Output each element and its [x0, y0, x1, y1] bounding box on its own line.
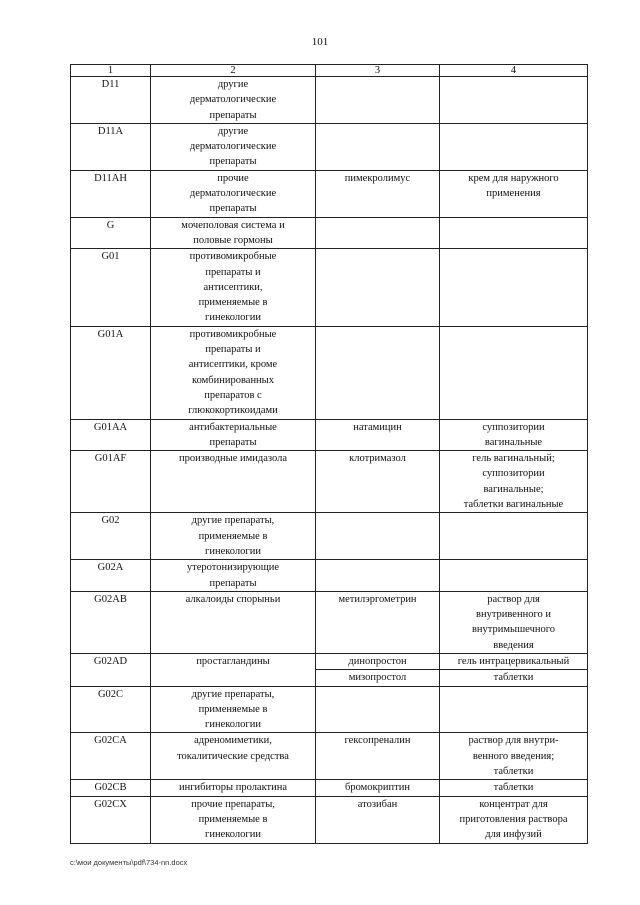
group-name-cell: ингибиторы пролактина — [151, 780, 316, 796]
table-row — [71, 77, 588, 124]
group-name-cell: производные имидазола — [151, 451, 316, 513]
header-cell-2: 2 — [151, 65, 316, 77]
dosage-form-cell: крем для наружного применения — [440, 170, 588, 217]
atc-code-cell: G01 — [71, 249, 151, 326]
header-cell-3: 3 — [316, 65, 440, 77]
table-row — [71, 513, 588, 560]
atc-code-cell: G02 — [71, 513, 151, 560]
group-name-cell: алкалоиды спорыньи — [151, 591, 316, 653]
drug-name-cell: натамицин — [316, 419, 440, 451]
table-row — [71, 733, 588, 780]
drug-name-cell: пимекролимус — [316, 170, 440, 217]
drug-name-cell: бромокриптин — [316, 780, 440, 796]
table-row — [71, 653, 588, 669]
atc-code-cell: G02C — [71, 686, 151, 733]
table-row — [71, 451, 588, 513]
group-name-cell: другие препараты, применяемые в гинекологии — [151, 513, 316, 560]
atc-code-cell: D11 — [71, 77, 151, 124]
drug-table — [70, 64, 588, 844]
drug-name-cell: гексопреналин — [316, 733, 440, 780]
group-name-cell: мочеполовая система и половые гормоны — [151, 217, 316, 249]
group-name-cell: адреномиметики, токалитические средства — [151, 733, 316, 780]
atc-code-cell: G01AA — [71, 419, 151, 451]
dosage-form-cell: таблетки — [440, 670, 588, 686]
atc-code-cell: G02CX — [71, 796, 151, 843]
table-row — [71, 170, 588, 217]
file-path-footer: c:\мои документы\pdf\734-nn.docx — [70, 858, 188, 867]
drug-name-cell — [316, 513, 440, 560]
table-body — [71, 65, 588, 844]
table-row — [71, 796, 588, 843]
atc-code-cell: G02CB — [71, 780, 151, 796]
dosage-form-cell — [440, 77, 588, 124]
dosage-form-cell — [440, 686, 588, 733]
drug-name-cell: атозибан — [316, 796, 440, 843]
dosage-form-cell: концентрат для приготовления раствора для инфузий — [440, 796, 588, 843]
table-row — [71, 249, 588, 326]
drug-name-cell — [316, 326, 440, 419]
drug-name-cell: метилэргометрин — [316, 591, 440, 653]
dosage-form-cell: суппозитории вагинальные — [440, 419, 588, 451]
table-row — [71, 326, 588, 419]
dosage-form-cell — [440, 217, 588, 249]
table-row — [71, 217, 588, 249]
drug-name-cell: динопростон — [316, 653, 440, 669]
table-row — [71, 686, 588, 733]
table-row — [71, 591, 588, 653]
atc-code-cell: G02CA — [71, 733, 151, 780]
dosage-form-cell — [440, 326, 588, 419]
drug-name-cell — [316, 560, 440, 592]
group-name-cell: прочие препараты, применяемые в гинекологии — [151, 796, 316, 843]
dosage-form-cell: раствор для внутри- венного введения; таблетки — [440, 733, 588, 780]
dosage-form-cell: таблетки — [440, 780, 588, 796]
header-cell-1: 1 — [71, 65, 151, 77]
page-number: 101 — [311, 36, 329, 48]
table-row — [71, 123, 588, 170]
drug-name-cell: мизопростол — [316, 670, 440, 686]
table-row — [71, 419, 588, 451]
dosage-form-cell: раствор для внутривенного и внутримышечного введения — [440, 591, 588, 653]
atc-code-cell: G02A — [71, 560, 151, 592]
drug-name-cell — [316, 686, 440, 733]
atc-code-cell: G02AD — [71, 653, 151, 686]
dosage-form-cell: гель интрацервикальный — [440, 653, 588, 669]
atc-code-cell: D11AH — [71, 170, 151, 217]
table-header-row — [71, 65, 588, 77]
atc-code-cell: G01AF — [71, 451, 151, 513]
dosage-form-cell — [440, 560, 588, 592]
atc-code-cell: G — [71, 217, 151, 249]
dosage-form-cell — [440, 249, 588, 326]
drug-name-cell — [316, 77, 440, 124]
group-name-cell: другие дерматологические препараты — [151, 77, 316, 124]
group-name-cell: утеротонизирующие препараты — [151, 560, 316, 592]
header-cell-4: 4 — [440, 65, 588, 77]
drug-name-cell — [316, 249, 440, 326]
drug-name-cell — [316, 217, 440, 249]
atc-code-cell: G01A — [71, 326, 151, 419]
table-row — [71, 560, 588, 592]
table-row — [71, 780, 588, 796]
group-name-cell: антибактериальные препараты — [151, 419, 316, 451]
atc-code-cell: G02AB — [71, 591, 151, 653]
group-name-cell: простагландины — [151, 653, 316, 686]
drug-name-cell — [316, 123, 440, 170]
atc-code-cell: D11A — [71, 123, 151, 170]
group-name-cell: прочие дерматологические препараты — [151, 170, 316, 217]
group-name-cell: противомикробные препараты и антисептики, применяемые в гинекологии — [151, 249, 316, 326]
group-name-cell: противомикробные препараты и антисептики, кроме комбинированных препаратов с глюкокортикоидами — [151, 326, 316, 419]
dosage-form-cell — [440, 513, 588, 560]
group-name-cell: другие препараты, применяемые в гинекологии — [151, 686, 316, 733]
dosage-form-cell — [440, 123, 588, 170]
drug-name-cell: клотримазол — [316, 451, 440, 513]
dosage-form-cell: гель вагинальный; суппозитории вагинальные; таблетки вагинальные — [440, 451, 588, 513]
group-name-cell: другие дерматологические препараты — [151, 123, 316, 170]
